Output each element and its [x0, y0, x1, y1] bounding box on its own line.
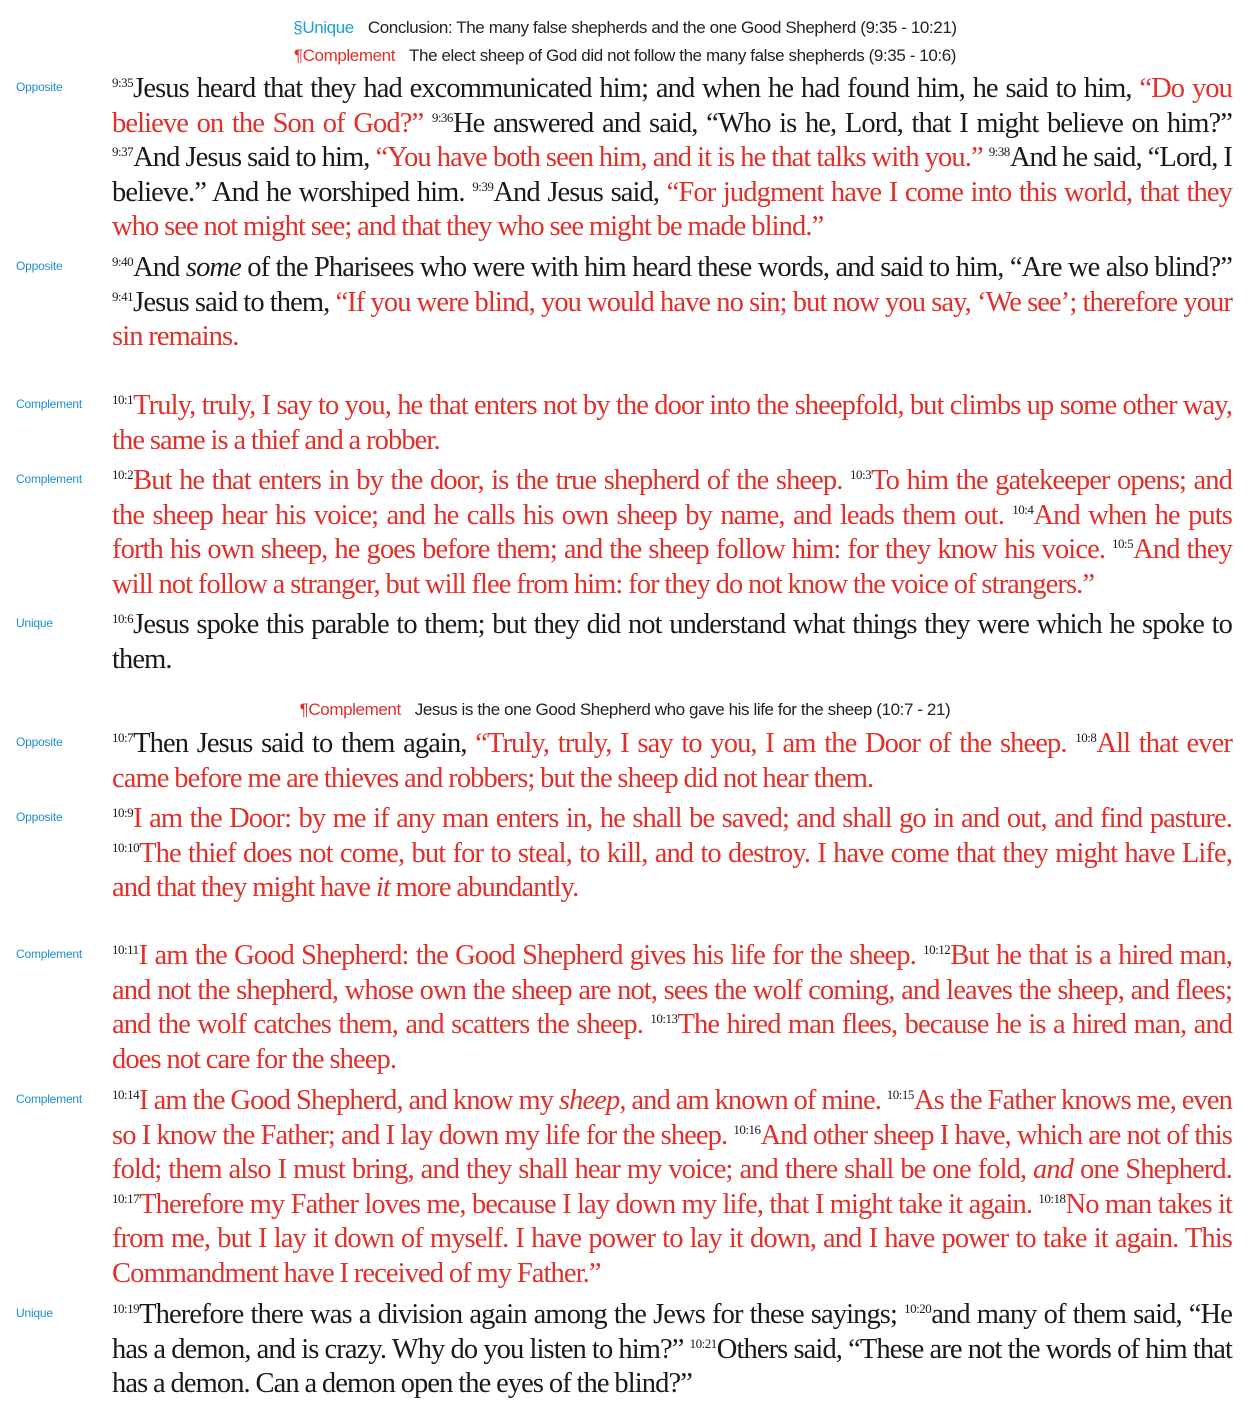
scripture-paragraph [112, 1084, 1232, 1291]
paragraph-tag: Unique [16, 1306, 53, 1320]
section-title: Conclusion: The many false shepherds and the one Good Shepherd (9:35 - 10:21) [367, 18, 957, 37]
paragraph-tag: Complement [16, 472, 83, 486]
subsection-mark-1: ¶Complement [293, 46, 396, 65]
words-of-jesus: But he that enters in by the door, is the true shepherd of the sheep. [133, 465, 850, 496]
words-of-jesus: “You have both seen him, and it is he that talks with you.” [375, 142, 983, 173]
paragraph-tag: Unique [16, 616, 53, 630]
verse-number: 10:14 [112, 1087, 140, 1102]
words-of-jesus: “For judgment have I come into this world, that they who see not might see; and that they who see might be made blind.” [112, 176, 1232, 242]
words-of-jesus: “Do you believe on the Son of God?” [112, 73, 1232, 139]
verse-number: 9:40 [112, 254, 134, 269]
words-of-jesus: “If you were blind, you would have no sin; but now you say, ‘We see’; therefore your sin remains. [112, 286, 1232, 352]
paragraph-tag: Opposite [16, 80, 63, 94]
scripture-paragraph [112, 389, 1232, 458]
subsection-heading-1 [0, 46, 1250, 66]
paragraph-tag: Opposite [16, 735, 63, 749]
words-of-jesus: Truly, truly, I say to you, he that enters not by the door into the sheepfold, but climbs up some other way, the same is a thief and a robber. [112, 390, 1232, 456]
words-of-jesus: I am the Door: by me if any man enters in, he shall be saved; and shall go in and out, and find pasture. [133, 803, 1232, 834]
narrative-text: And he said, “Lord, I believe.” And he worshiped him. [112, 142, 1233, 208]
words-of-jesus: I am the Good Shepherd: the Good Shepherd gives his life for the sheep. [138, 940, 924, 971]
subsection-heading-2 [0, 700, 1250, 720]
verse-number: 9:38 [988, 144, 1010, 159]
scripture-paragraph [112, 464, 1232, 602]
verse-number: 10:5 [1112, 536, 1134, 551]
narrative-text: Jesus said to them, [133, 286, 336, 318]
verse-number: 10:2 [112, 467, 134, 482]
subsection-title-1: The elect sheep of God did not follow the many false shepherds (9:35 - 10:6) [409, 46, 957, 65]
verse-number: 9:37 [112, 144, 134, 159]
narrative-text: Therefore there was a division again among the Jews for these sayings; [139, 1299, 905, 1330]
words-of-jesus: But he that is a hired man, and not the shepherd, whose own the sheep are not, sees the wolf coming, and leaves the sheep, and flees; and the wolf catches them, and scatters the sheep. [112, 940, 1232, 1040]
narrative-text [423, 108, 432, 139]
narrative-text: Then Jesus said to them again, [133, 728, 476, 759]
words-of-jesus: And they will not follow a stranger, but will flee from him: for they do not know the voice of strangers.” [112, 534, 1233, 600]
verse-number: 10:11 [112, 942, 139, 957]
narrative-text: He answered and said, “Who is he, Lord, that I might believe on him?” [452, 107, 1232, 139]
paragraph-tag: Complement [16, 1092, 83, 1106]
verse-number: 10:1 [112, 392, 134, 407]
scripture-paragraph [112, 608, 1232, 677]
italic-text: some [185, 252, 241, 283]
verse-number: 10:13 [650, 1011, 678, 1026]
section-mark: §Unique [293, 18, 354, 37]
verse-number: 9:35 [112, 75, 134, 90]
scripture-paragraph [112, 727, 1232, 796]
words-of-jesus: No man takes it from me, but I lay it down of myself. I have power to lay it down, and I have power to take it again. This Commandment have I received of my Father.” [112, 1188, 1232, 1289]
verse-number: 10:7 [112, 730, 134, 745]
words-of-jesus: one Shepherd. [1073, 1154, 1232, 1185]
verse-number: 9:41 [112, 288, 134, 304]
verse-number: 10:16 [733, 1121, 761, 1137]
subsection-title-2: Jesus is the one Good Shepherd who gave his life for the sheep (10:7 - 21) [414, 700, 951, 719]
verse-number: 10:21 [689, 1335, 717, 1351]
words-of-jesus: The thief does not come, but for to steal, to kill, and to destroy. I have come that they might have Life, and that they might have [112, 837, 1232, 903]
section-heading [0, 18, 1250, 38]
words-of-jesus: And other sheep I have, which are not of this fold; them also I must bring, and they shall hear my voice; and there shall be one fold, [112, 1119, 1232, 1185]
paragraph-tag: Complement [16, 397, 83, 411]
verse-number: 10:20 [904, 1301, 932, 1316]
paragraph-tag: Complement [16, 947, 83, 961]
scripture-paragraph [112, 1298, 1232, 1402]
scripture-paragraph [112, 251, 1232, 355]
verse-number: 10:15 [886, 1087, 914, 1102]
words-of-jesus: , and am known of mine. [619, 1085, 887, 1116]
verse-number: 9:39 [472, 178, 494, 194]
words-of-jesus: “Truly, truly, I say to you, I am the Door of the sheep. [475, 728, 1076, 759]
scripture-paragraph [112, 72, 1232, 245]
words-of-jesus: The hired man flees, because he is a hired man, and does not care for the sheep. [112, 1009, 1233, 1075]
verse-number: 10:8 [1075, 730, 1097, 745]
words-of-jesus: To him the gatekeeper opens; and the sheep hear his voice; and he calls his own sheep by name, and leads them out. [112, 465, 1232, 531]
verse-number: 10:17 [112, 1190, 140, 1206]
narrative-text: and many of them said, “He has a demon, and is crazy. Why do you listen to him?” [112, 1299, 1232, 1365]
verse-number: 10:9 [112, 805, 134, 820]
paragraph-tag: Opposite [16, 259, 63, 273]
narrative-text: Jesus heard that they had excommunicated him; and when he had found him, he said to him, [133, 73, 1140, 104]
words-of-jesus: And when he puts forth his own sheep, he goes before them; and the sheep follow him: for they know his voice. [112, 499, 1232, 565]
words-of-jesus: All that ever came before me are thieves and robbers; but the sheep did not hear them. [112, 728, 1232, 794]
verse-number: 9:36 [431, 109, 453, 125]
scripture-paragraph [112, 939, 1232, 1077]
verse-number: 10:3 [849, 467, 872, 482]
italic-words-of-jesus: and [1033, 1154, 1074, 1185]
verse-number: 10:6 [112, 611, 134, 626]
narrative-text: Others said, “These are not the words of him that has a demon. Can a demon open the eyes of the blind?” [112, 1333, 1233, 1399]
words-of-jesus: I am the Good Shepherd, and know my [139, 1085, 559, 1116]
italic-words-of-jesus: sheep [558, 1085, 620, 1116]
subsection-mark-2: ¶Complement [299, 700, 401, 719]
verse-number: 10:19 [112, 1301, 140, 1316]
verse-number: 10:4 [1012, 501, 1034, 517]
scripture-paragraph [112, 802, 1232, 906]
narrative-text: And Jesus said, [493, 176, 667, 208]
verse-number: 10:18 [1038, 1190, 1066, 1206]
words-of-jesus: Therefore my Father loves me, because I lay down my life, that I might take it again. [139, 1188, 1039, 1220]
verse-number: 10:12 [923, 942, 951, 957]
narrative-text: of the Pharisees who were with him heard these words, and said to him, “Are we also blind?” [240, 252, 1232, 283]
paragraph-tag: Opposite [16, 810, 63, 824]
words-of-jesus: more abundantly. [389, 872, 579, 903]
narrative-text: Jesus spoke this parable to them; but they did not understand what things they were which he spoke to them. [112, 609, 1232, 675]
verse-number: 10:10 [112, 839, 140, 855]
narrative-text: And [133, 252, 186, 283]
words-of-jesus: As the Father knows me, even so I know the Father; and I lay down my life for the sheep. [112, 1085, 1232, 1151]
italic-words-of-jesus: it [375, 872, 390, 903]
narrative-text: And Jesus said to him, [133, 142, 376, 173]
